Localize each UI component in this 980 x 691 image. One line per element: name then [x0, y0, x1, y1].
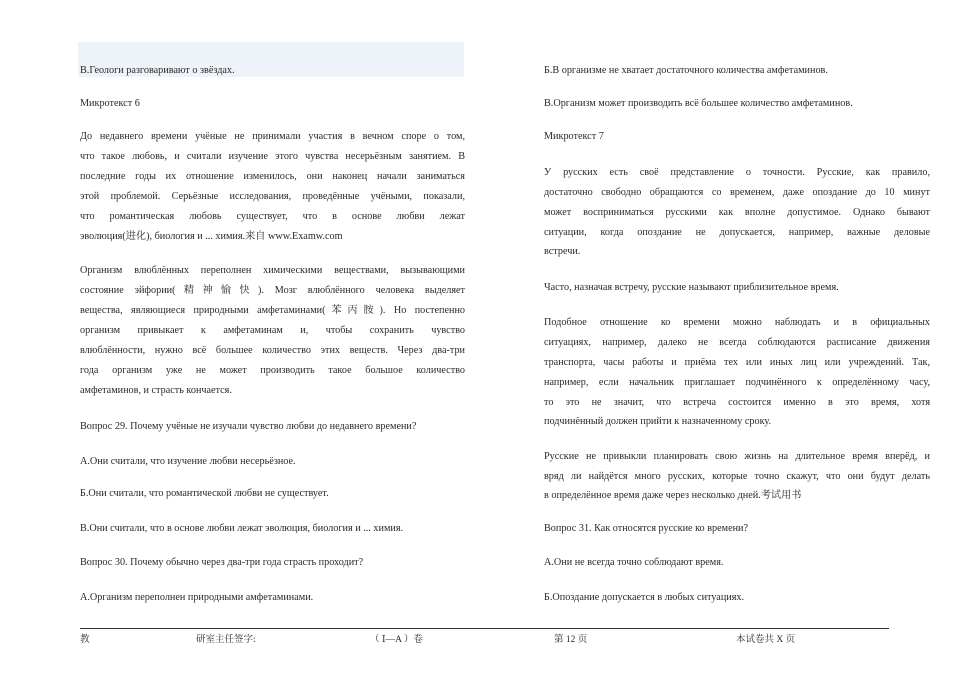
p3-line: ситуациях, например, далеко не всегда соблюдаются расписание движения — [544, 337, 930, 348]
q30-option-a: А.Организм переполнен природными амфетаминами. — [80, 592, 314, 603]
footer-page-number: 第 12 页 — [554, 635, 588, 645]
p1-line: До недавнего времени учёные не принимали участия в вечном споре о том, — [80, 131, 465, 142]
p4-line: в определённое время даже через несколько дней.考试用书 — [544, 490, 802, 501]
p2-line: организм привыкает к амфетаминам и, чтобы сохранить чувство — [80, 325, 465, 336]
footer-rule — [80, 628, 889, 629]
question-29: Вопрос 29. Почему учёные не изучали чувство любви до недавнего времени? — [80, 421, 417, 432]
p1-line: может восприниматься русскими как вполне допустимое. Однако бывают — [544, 207, 930, 218]
q30-option-b: Б.В организме не хватает достаточного количества амфетаминов. — [544, 65, 828, 76]
p1-line: встречи. — [544, 246, 581, 257]
p2-line: амфетаминов, и страсть кончается. — [80, 385, 232, 396]
p3-line: транспорта, часы работы и приёма тех или иных лиц или учреждений. Так, — [544, 357, 930, 368]
q30-option-v: В.Организм может производить всё большее количество амфетаминов. — [544, 98, 853, 109]
p3-line: то это не значит, что встреча состоится именно в это время, хотя — [544, 397, 930, 408]
p1-line: что такое любовь, и считали изучение этого чувства несерьёзным занятием. В — [80, 151, 465, 162]
footer-director-sign: 研室主任签字: — [196, 635, 256, 645]
p3-line: Подобное отношение ко времени можно наблюдать и в официальных — [544, 317, 930, 328]
microtext7-title: Микротекст 7 — [544, 131, 604, 142]
p1-line: последние годы их отношение изменилось, они наконец начали заниматься — [80, 171, 465, 182]
footer-paper-code: （ Ⅰ—A ）卷 — [370, 635, 423, 645]
footer-left-char: 教 — [80, 635, 90, 645]
p1-line: У русских есть своё представление о точности. Русские, как правило, — [544, 167, 930, 178]
footer-total-pages: 本试卷共 X 页 — [736, 635, 796, 645]
microtext6-title: Микротекст 6 — [80, 98, 140, 109]
p1-line: достаточно свободно обращаются со временем, даже опоздание до 10 минут — [544, 187, 930, 198]
q31-option-a: А.Они не всегда точно соблюдают время. — [544, 557, 724, 568]
q31-option-b: Б.Опоздание допускается в любых ситуациях. — [544, 592, 745, 603]
p2-line: Организм влюблённых переполнен химическими веществами, вызывающими — [80, 265, 465, 276]
p2-line: влюблённости, нужно всё большее количество этих веществ. Через два-три — [80, 345, 465, 356]
p4-line: вряд ли найдётся много русских, которые точно скажут, что они будут делать — [544, 471, 930, 482]
question-30: Вопрос 30. Почему обычно через два-три года страсть проходит? — [80, 557, 364, 568]
p2-line: года организм уже не может производить такое большое количество — [80, 365, 465, 376]
q29-option-a: А.Они считали, что изучение любви несерьёзное. — [80, 456, 296, 467]
question-31: Вопрос 31. Как относятся русские ко времени? — [544, 523, 749, 534]
option-v-prev: В.Геологи разговаривают о звёздах. — [80, 65, 235, 76]
p2-line: состояние эйфории(精神愉快). Мозг влюблённого человека выделяет — [80, 285, 465, 296]
p1-line: этой проблемой. Серьёзные исследования, проведённые учёными, показали, — [80, 191, 465, 202]
p4-line: Русские не привыкли планировать свою жизнь на длительное время вперёд, и — [544, 451, 930, 462]
p2-line: вещества, являющиеся природными амфетаминами(苯丙胺). Но постепенно — [80, 305, 465, 316]
p1-line: эволюция(进化), биология и ... химия.来自 www.Examw.com — [80, 231, 343, 242]
p1-line: ситуации, когда опоздание не допускается, например, важные деловые — [544, 227, 930, 238]
p2-line: Часто, назначая встречу, русские называют приблизительное время. — [544, 282, 839, 293]
p3-line: подчинённый должен прийти к назначенному сроку. — [544, 416, 772, 427]
p1-line: что романтическая любовь существует, что в основе любви лежат — [80, 211, 465, 222]
p3-line: например, если начальник приглашает подчинённого к определённому часу, — [544, 377, 930, 388]
q29-option-b: Б.Они считали, что романтической любви не существует. — [80, 488, 329, 499]
q29-option-v: В.Они считали, что в основе любви лежат эволюция, биология и ... химия. — [80, 523, 404, 534]
